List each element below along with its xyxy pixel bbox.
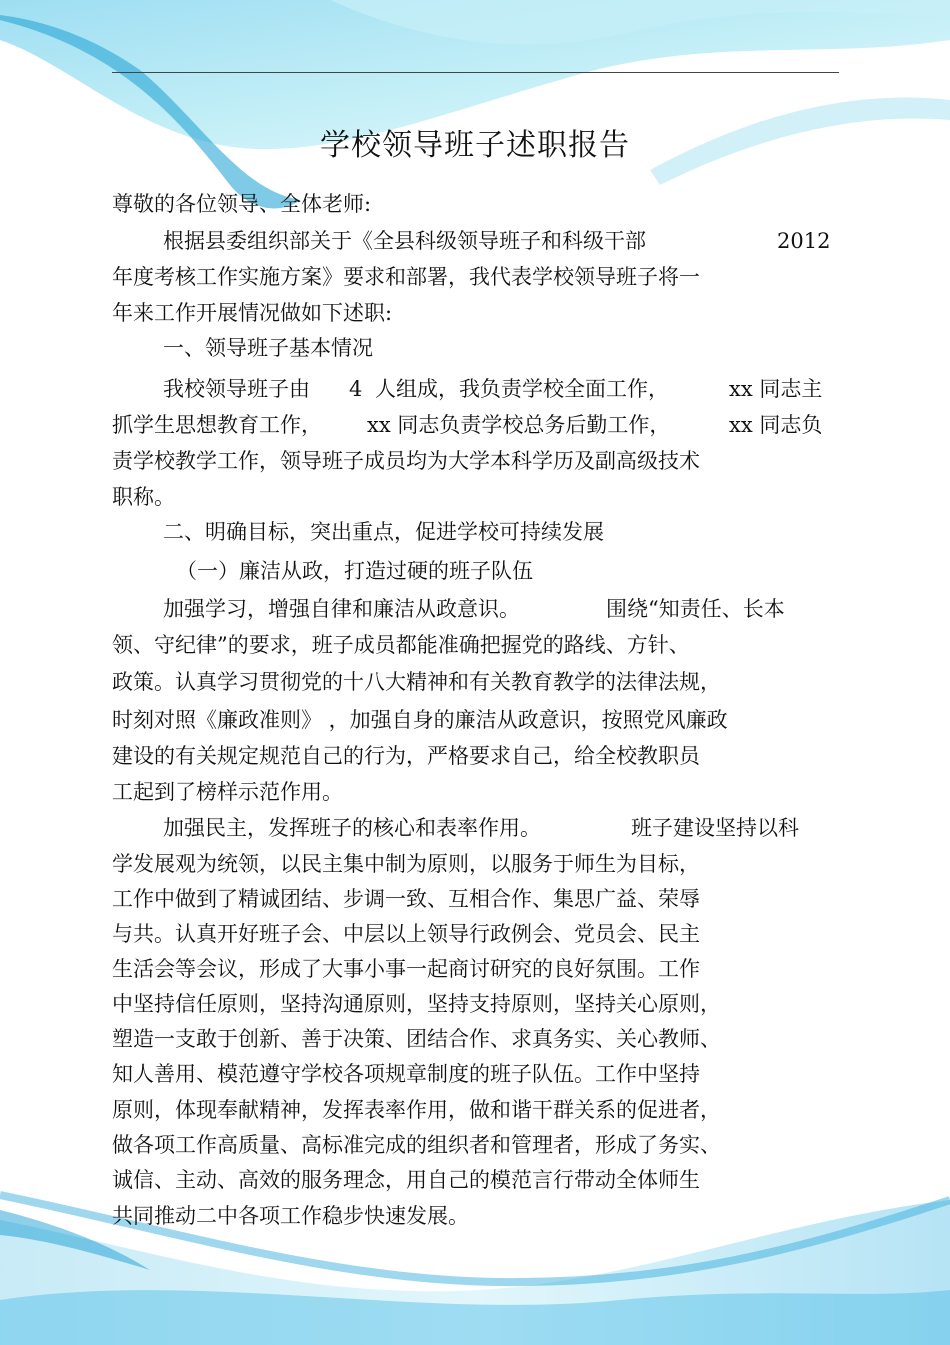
text-segment: 我校领导班子由 bbox=[163, 377, 310, 401]
para-1-line-4: 时刻对照《廉政准则》 ，加强自身的廉洁从政意识，按照党风廉政 bbox=[112, 708, 728, 732]
section-1-line-1 bbox=[163, 375, 883, 403]
para-2-line-9: 原则，体现奉献精神，发挥表率作用，做和谐干群关系的促进者， bbox=[112, 1098, 721, 1122]
text-segment: 抓学生思想教育工作， bbox=[112, 413, 322, 437]
para-2-line-11: 诚信、主动、高效的服务理念，用自己的模范言行带动全体师生 bbox=[112, 1168, 700, 1192]
intro-year: 2012 bbox=[777, 229, 831, 253]
para-2-line-4: 与共。认真开好班子会、中层以上领导行政例会、党员会、民主 bbox=[112, 922, 700, 946]
section-2-heading: 二、明确目标，突出重点，促进学校可持续发展 bbox=[163, 520, 604, 544]
para-2-line-8: 知人善用、模范遵守学校各项规章制度的班子队伍。工作中坚持 bbox=[112, 1062, 700, 1086]
para-1-line-1 bbox=[163, 595, 883, 623]
subsection-1-heading: （一）廉洁从政，打造过硬的班子队伍 bbox=[176, 559, 533, 583]
para-2-line-12: 共同推动二中各项工作稳步快速发展。 bbox=[112, 1204, 469, 1228]
para-1-line-2: 领、守纪律”的要求，班子成员都能准确把握党的路线、方针、 bbox=[112, 633, 690, 657]
text-segment: xx 同志负责学校总务后勤工作， bbox=[367, 413, 671, 437]
intro-text: 根据县委组织部关于《全县科级领导班子和科级干部 bbox=[163, 229, 646, 253]
para-1-line-6: 工起到了榜样示范作用。 bbox=[112, 780, 343, 804]
section-1-line-4: 职称。 bbox=[112, 485, 175, 509]
text-segment: 班子建设坚持以科 bbox=[631, 816, 799, 840]
para-1-line-3: 政策。认真学习贯彻党的十八大精神和有关教育教学的法律法规， bbox=[112, 670, 721, 694]
text-segment: 围绕“知责任、长本 bbox=[606, 597, 785, 621]
intro-line-1 bbox=[163, 227, 883, 255]
para-1-line-5: 建设的有关规定规范自己的行为，严格要求自己，给全校教职员 bbox=[112, 744, 700, 768]
intro-line-3: 年来工作开展情况做如下述职: bbox=[112, 301, 393, 325]
para-2-line-2: 学发展观为统领，以民主集中制为原则，以服务于师生为目标， bbox=[112, 852, 700, 876]
para-2-line-5: 生活会等会议，形成了大事小事一起商讨研究的良好氛围。工作 bbox=[112, 957, 700, 981]
header-rule bbox=[112, 72, 839, 73]
text-segment: 人组成，我负责学校全面工作， bbox=[375, 377, 669, 401]
text-segment: xx 同志负 bbox=[729, 413, 823, 437]
section-1-line-2 bbox=[112, 411, 832, 439]
text-segment: 加强民主，发挥班子的核心和表率作用。 bbox=[163, 816, 541, 840]
member-count: 4 bbox=[349, 377, 363, 401]
text-segment: 加强学习，增强自律和廉洁从政意识。 bbox=[163, 597, 520, 621]
para-2-line-1 bbox=[163, 814, 883, 842]
section-1-heading: 一、领导班子基本情况 bbox=[163, 336, 373, 360]
para-2-line-10: 做各项工作高质量、高标准完成的组织者和管理者，形成了务实、 bbox=[112, 1133, 721, 1157]
text-segment: xx 同志主 bbox=[729, 377, 823, 401]
document-title: 学校领导班子述职报告 bbox=[320, 128, 630, 163]
section-1-line-3: 责学校教学工作，领导班子成员均为大学本科学历及副高级技术 bbox=[112, 449, 700, 473]
intro-line-2: 年度考核工作实施方案》要求和部署，我代表学校领导班子将一 bbox=[112, 265, 700, 289]
para-2-line-3: 工作中做到了精诚团结、步调一致、互相合作、集思广益、荣辱 bbox=[112, 887, 700, 911]
salutation: 尊敬的各位领导、全体老师: bbox=[112, 192, 372, 216]
para-2-line-6: 中坚持信任原则，坚持沟通原则，坚持支持原则，坚持关心原则， bbox=[112, 992, 721, 1016]
para-2-line-7: 塑造一支敢于创新、善于决策、团结合作、求真务实、关心教师、 bbox=[112, 1027, 721, 1051]
